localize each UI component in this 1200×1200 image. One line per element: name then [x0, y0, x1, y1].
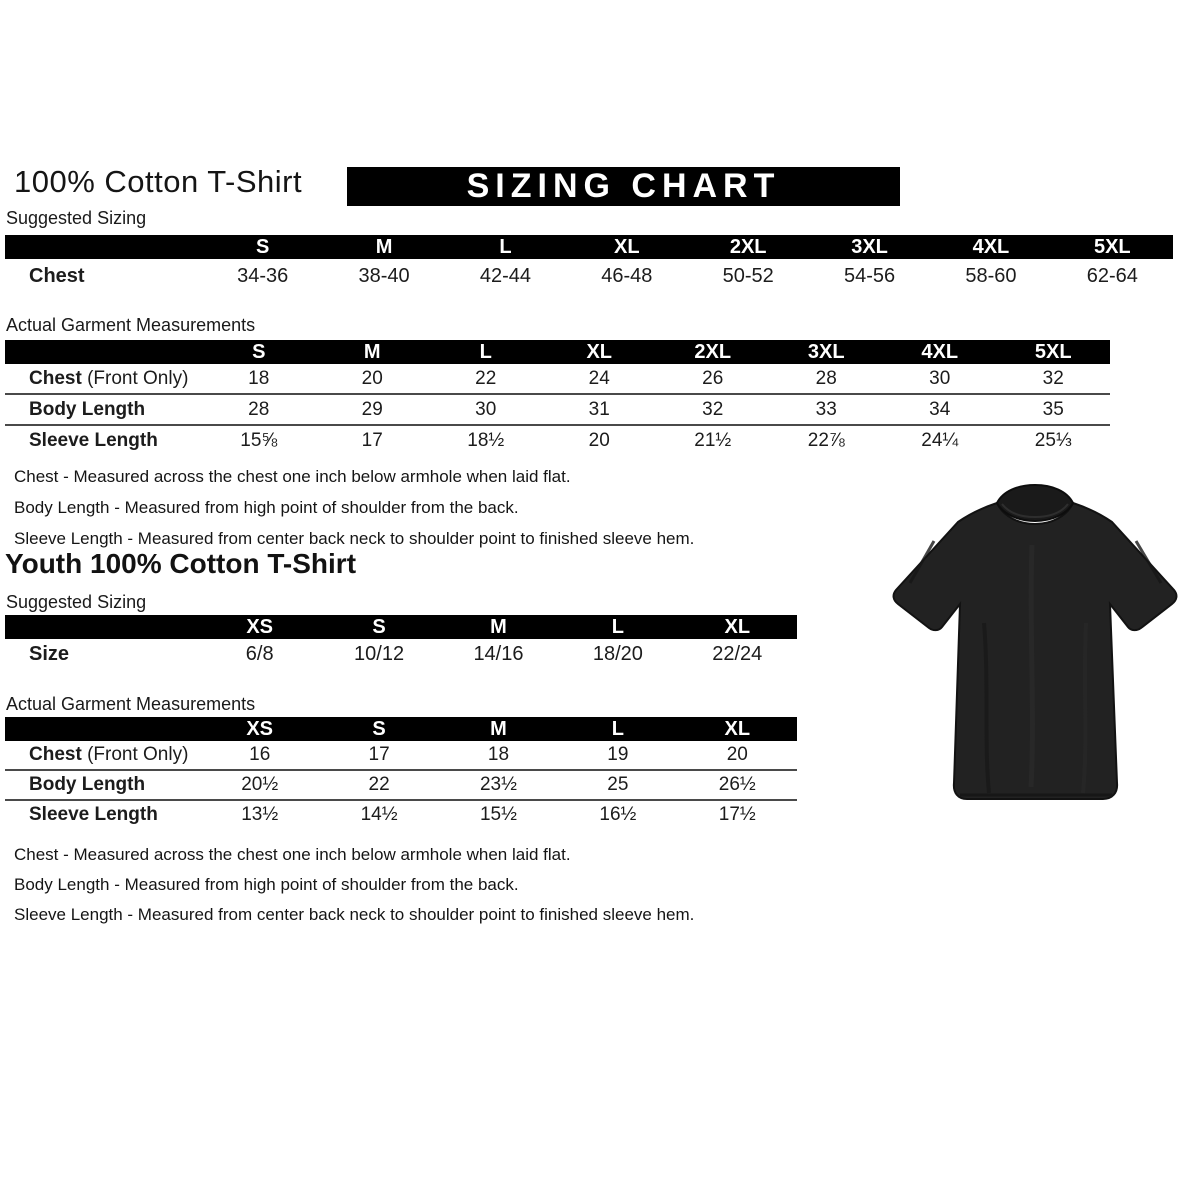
cell: 15⅝ [202, 425, 316, 455]
cell: 58-60 [965, 264, 1017, 287]
table-row-size [5, 639, 797, 670]
size-header: S [202, 340, 316, 364]
table-header-row [5, 340, 1110, 364]
cell: 26 [702, 367, 724, 389]
size-header: M [439, 615, 558, 639]
adult-actual-measurements-table [5, 340, 1110, 455]
size-header: 2XL [688, 235, 809, 259]
table-row-body-length [5, 770, 797, 800]
cell: 31 [543, 394, 657, 425]
cell: 35 [997, 394, 1111, 425]
cell: 34 [883, 394, 997, 425]
cell: 18 [487, 744, 510, 765]
size-header: S [202, 235, 323, 259]
note-sleeve-length: Sleeve Length - Measured from center back neck to shoulder point to finished sleeve hem. [14, 905, 695, 924]
size-header: M [316, 340, 430, 364]
cell: 30 [429, 394, 543, 425]
row-label [5, 741, 200, 770]
cell: 54-56 [843, 264, 896, 287]
cell: 20 [543, 425, 657, 455]
size-header: L [558, 717, 677, 741]
row-label: Body Length [5, 394, 202, 425]
cell: 46-48 [601, 264, 653, 287]
cell: 22 [475, 367, 497, 389]
cell: 25 [558, 770, 677, 800]
note-sleeve-length: Sleeve Length - Measured from center back neck to shoulder point to finished sleeve hem. [14, 529, 695, 548]
cell: 33 [770, 394, 884, 425]
size-header: XS [200, 615, 319, 639]
youth-suggested-sizing-heading: Suggested Sizing [6, 592, 147, 612]
cell: 14½ [319, 800, 438, 829]
cell: 26½ [678, 770, 797, 800]
cell: 13½ [200, 800, 319, 829]
table-header-row [5, 615, 797, 639]
cell: 10/12 [354, 643, 405, 665]
adult-actual-measurements-heading: Actual Garment Measurements [6, 315, 256, 335]
cell: 20½ [200, 770, 319, 800]
sizing-chart-banner-label: SIZING CHART [466, 167, 781, 205]
row-label: Sleeve Length [5, 425, 202, 455]
size-header-empty [5, 340, 202, 364]
cell: 34-36 [237, 264, 289, 287]
youth-actual-measurements-heading: Actual Garment Measurements [6, 694, 256, 714]
cell: 20 [726, 744, 748, 765]
adult-suggested-sizing-table [5, 235, 1173, 293]
size-header: M [439, 717, 558, 741]
cell: 23½ [439, 770, 558, 800]
cell: 17 [316, 425, 430, 455]
size-header: S [319, 717, 438, 741]
tshirt-vector [872, 473, 1197, 818]
cell: 17 [368, 744, 390, 765]
table-row-chest [5, 259, 1173, 293]
cell: 50-52 [722, 264, 774, 287]
row-label-suffix: (Front Only) [81, 367, 189, 389]
row-label: Size [29, 643, 70, 665]
cell: 15½ [439, 800, 558, 829]
size-header-empty [5, 717, 200, 741]
cell: 16½ [558, 800, 677, 829]
youth-section-title: Youth 100% Cotton T-Shirt [5, 548, 357, 579]
row-label: Sleeve Length [5, 800, 200, 829]
size-header: XS [200, 717, 319, 741]
adult-suggested-sizing-heading: Suggested Sizing [6, 208, 147, 228]
table-row-chest [5, 364, 1110, 394]
size-header: 3XL [809, 235, 930, 259]
cell: 6/8 [245, 643, 274, 665]
size-header: XL [678, 615, 797, 639]
size-header-empty [5, 235, 202, 259]
size-header: 2XL [656, 340, 770, 364]
note-body-length: Body Length - Measured from high point of shoulder from the back. [14, 875, 519, 894]
note-chest: Chest - Measured across the chest one inch below armhole when laid flat. [14, 467, 571, 486]
cell: 16 [249, 744, 271, 765]
cell: 20 [361, 367, 383, 389]
cell: 18½ [429, 425, 543, 455]
table-header-row [5, 717, 797, 741]
row-label-suffix: (Front Only) [81, 744, 189, 765]
cell: 38-40 [358, 264, 410, 287]
cell: 29 [316, 394, 430, 425]
cell: 62-64 [1086, 264, 1138, 287]
size-header: XL [543, 340, 657, 364]
cell: 21½ [656, 425, 770, 455]
row-label: Body Length [5, 770, 200, 800]
size-header: S [319, 615, 438, 639]
cell: 28 [815, 367, 837, 389]
cell: 19 [607, 744, 629, 765]
cell: 22 [319, 770, 438, 800]
size-header: XL [678, 717, 797, 741]
table-row-body-length [5, 394, 1110, 425]
cell: 14/16 [473, 643, 524, 665]
cell: 28 [202, 394, 316, 425]
youth-suggested-sizing-table [5, 615, 797, 670]
cell: 24 [588, 367, 610, 389]
size-header: 4XL [883, 340, 997, 364]
size-header: 4XL [930, 235, 1051, 259]
youth-measurement-notes [14, 840, 694, 930]
cell: 18/20 [592, 643, 643, 665]
cell: 42-44 [479, 264, 532, 287]
size-header: M [323, 235, 444, 259]
cell: 17½ [678, 800, 797, 829]
size-header: XL [566, 235, 687, 259]
size-header: 5XL [997, 340, 1111, 364]
cell: 30 [929, 367, 951, 389]
size-header: 5XL [1052, 235, 1173, 259]
cell: 32 [1042, 367, 1064, 389]
cell: 24¼ [883, 425, 997, 455]
table-row-sleeve-length [5, 425, 1110, 455]
size-header: L [445, 235, 566, 259]
row-label-main: Chest [29, 744, 82, 765]
adult-section-title: 100% Cotton T-Shirt [14, 164, 303, 199]
note-body-length: Body Length - Measured from high point of shoulder from the back. [14, 498, 519, 517]
cell: 22⅞ [770, 425, 884, 455]
sizing-chart-banner [347, 167, 900, 206]
youth-actual-measurements-table [5, 717, 797, 829]
size-header: L [429, 340, 543, 364]
cell: 25⅓ [997, 425, 1111, 455]
size-header: 3XL [770, 340, 884, 364]
table-row-sleeve-length [5, 800, 797, 829]
note-chest: Chest - Measured across the chest one inch below armhole when laid flat. [14, 845, 571, 864]
cell: 32 [656, 394, 770, 425]
adult-measurement-notes [14, 461, 694, 554]
row-label: Chest [29, 264, 85, 287]
size-header: L [558, 615, 677, 639]
row-label [5, 364, 202, 394]
row-label-main: Chest [29, 367, 82, 389]
table-row-chest [5, 741, 797, 770]
cell: 18 [248, 367, 270, 389]
size-header-empty [5, 615, 200, 639]
black-tshirt-image [872, 473, 1197, 818]
table-header-row [5, 235, 1173, 259]
cell: 22/24 [712, 643, 763, 665]
